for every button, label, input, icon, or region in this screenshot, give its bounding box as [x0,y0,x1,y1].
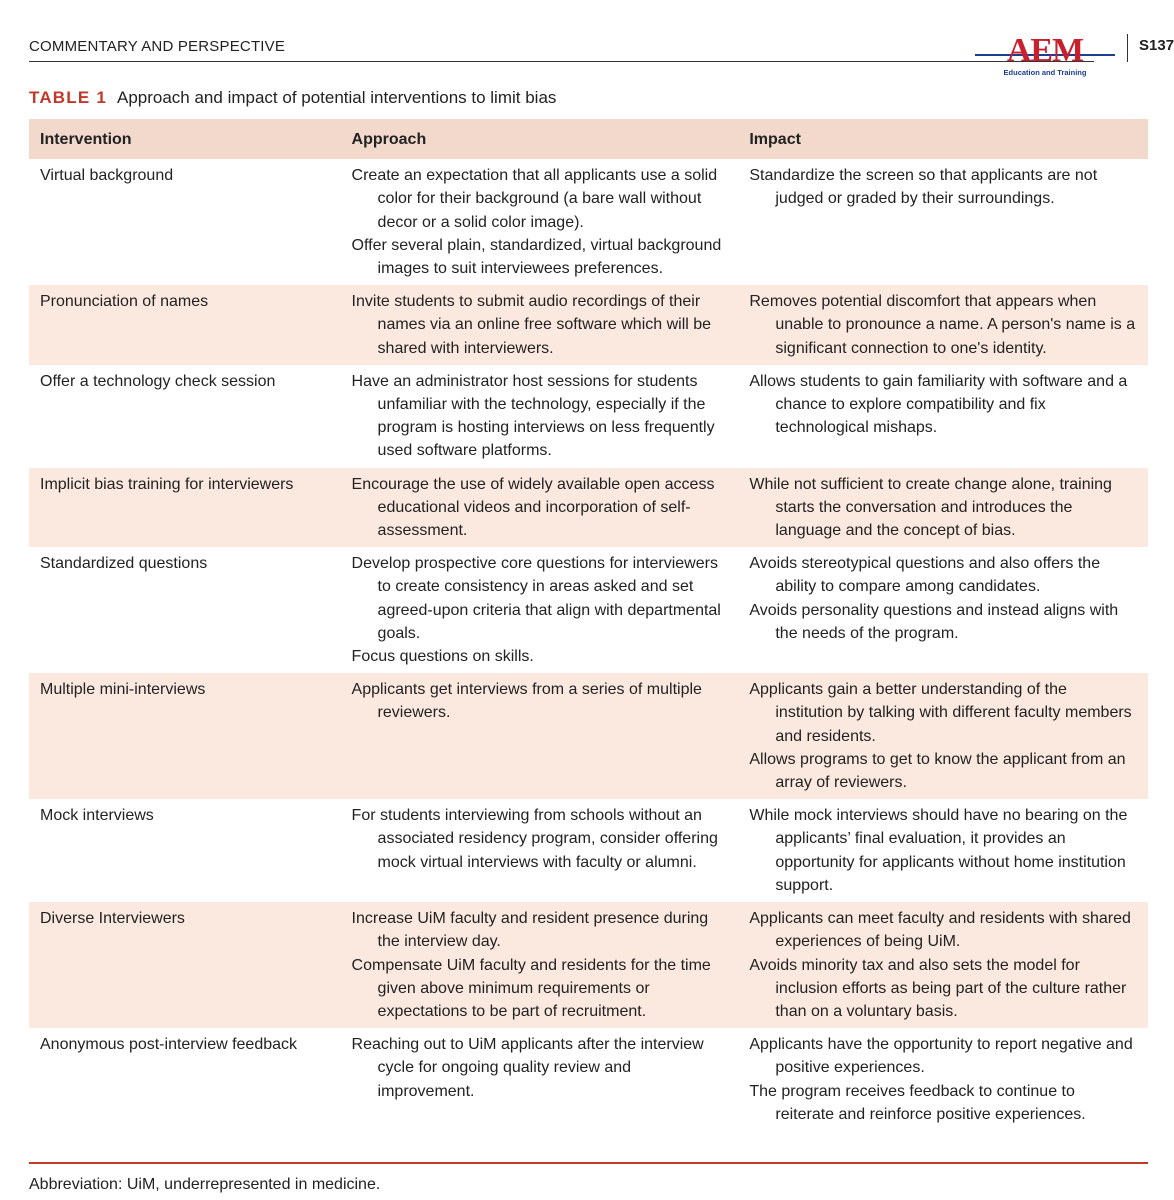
logo-mark: AEM [1006,32,1084,69]
impact-item: Allows programs to get to know the applicant from an array of reviewers. [749,750,1126,792]
intervention-cell: Implicit bias training for interviewers [29,468,341,548]
approach-item: Encourage the use of widely available open access educational videos and incorporation of self-assessment. [351,475,715,540]
approach-item: Increase UiM faculty and resident presence during the interview day. [351,910,709,951]
table-caption: Approach and impact of potential interventions to limit bias [116,88,557,107]
intervention-cell: Diverse Interviewers [29,902,341,1028]
approach-item: Invite students to submit audio recordings of their names via an online free software which will be shared with interviewers. [351,293,712,357]
page-header [29,0,1174,77]
approach-item: Have an administrator host sessions for students unfamiliar with the technology, especially if the program is hosting interviews on less frequently used software platforms. [351,372,715,460]
impact-cell [738,159,1148,285]
interventions-table [29,119,1148,1131]
approach-item: Reaching out to UiM applicants after the interview cycle for ongoing quality review and improvement. [351,1036,704,1100]
impact-item: Avoids stereotypical questions and also offers the ability to compare among candidates. [749,555,1101,596]
impact-item: Applicants gain a better understanding of the institution by talking with different faculty members and residents. [749,681,1132,745]
impact-item: Standardize the screen so that applicants are not judged or graded by their surroundings. [749,167,1098,208]
approach-cell [341,1028,739,1131]
intervention-cell: Anonymous post-interview feedback [40,1036,298,1054]
column-header-intervention: Intervention [29,119,341,159]
impact-cell [738,673,1148,799]
impact-item: Applicants can meet faculty and residents with shared experiences of being UiM. [749,910,1131,951]
approach-item: Focus questions on skills. [351,648,534,666]
approach-item: Develop prospective core questions for interviewers to create consistency in areas asked and set agreed-upon criteria that align with departmental goals. [351,555,721,642]
table-row [29,1028,1148,1131]
header-rule [29,61,1094,62]
intervention-cell: Mock interviews [40,807,154,825]
impact-item: Avoids personality questions and instead aligns with the needs of the program. [749,601,1119,642]
table-body [29,159,1148,1131]
impact-cell [738,365,1148,468]
column-header-impact: Impact [738,119,1148,159]
logo-subtitle: Education and Training [1003,68,1087,77]
intervention-cell: Multiple mini-interviews [29,673,341,799]
impact-item: Allows students to gain familiarity with software and a chance to explore compatibility and fix technological mishaps. [749,372,1128,437]
impact-item: Avoids minority tax and also sets the model for inclusion efforts as being part of the culture rather than on a voluntary basis. [749,956,1127,1020]
approach-cell [341,159,739,285]
approach-cell [341,547,739,673]
approach-item: Offer several plain, standardized, virtual background images to suit interviewees preferences. [351,236,722,278]
impact-item: Applicants have the opportunity to report negative and positive experiences. [749,1036,1133,1077]
table-title [29,88,556,108]
table-row [29,159,1148,285]
table-row [29,547,1148,673]
running-head: COMMENTARY AND PERSPECTIVE [29,38,286,55]
approach-cell [341,365,739,468]
table-row [29,468,1148,548]
approach-item: Compensate UiM faculty and residents for the time given above minimum requirements or expectations to be part of recruitment. [351,956,711,1020]
approach-cell [341,468,739,548]
intervention-cell: Pronunciation of names [29,285,341,365]
table-row [29,285,1148,365]
impact-cell [738,1028,1148,1131]
table-row [29,799,1148,902]
impact-cell [738,468,1148,548]
intervention-cell: Virtual background [40,167,174,185]
table-row [29,902,1148,1028]
header-divider [1127,34,1128,62]
table-footnote: Abbreviation: UiM, underrepresented in medicine. [29,1176,381,1193]
impact-cell [738,799,1148,902]
impact-item: While not sufficient to create change alone, training starts the conversation and introduces the language and the concept of bias. [749,475,1112,540]
intervention-cell: Offer a technology check session [40,372,276,390]
impact-item: The program receives feedback to continue to reiterate and reinforce positive experiences. [749,1082,1086,1123]
impact-item: Removes potential discomfort that appears when unable to pronounce a name. A person's name is a significant connection to one's identity. [749,293,1136,357]
table-row [29,365,1148,468]
column-header-approach: Approach [341,119,739,159]
approach-cell [341,799,739,902]
approach-cell [341,902,739,1028]
approach-item: Create an expectation that all applicants use a solid color for their background (a bare wall without decor or a solid color image). [351,167,718,231]
impact-cell [738,902,1148,1028]
impact-item: While mock interviews should have no bearing on the applicants’ final evaluation, it provides an opportunity for applicants without home institution support. [749,807,1128,894]
approach-item: Applicants get interviews from a series of multiple reviewers. [351,681,702,722]
table-header-row [29,119,1148,159]
journal-logo [999,32,1091,77]
table-row [29,673,1148,799]
approach-item: For students interviewing from schools without an associated residency program, consider offering mock virtual interviews with faculty or alumni. [351,807,718,871]
page-number: S137 [1139,37,1174,54]
table-bottom-rule [29,1162,1148,1164]
approach-cell [341,285,739,365]
approach-cell [341,673,739,799]
intervention-cell: Standardized questions [40,555,208,573]
impact-cell [738,547,1148,673]
impact-cell [738,285,1148,365]
table-label: TABLE 1 [29,88,107,107]
